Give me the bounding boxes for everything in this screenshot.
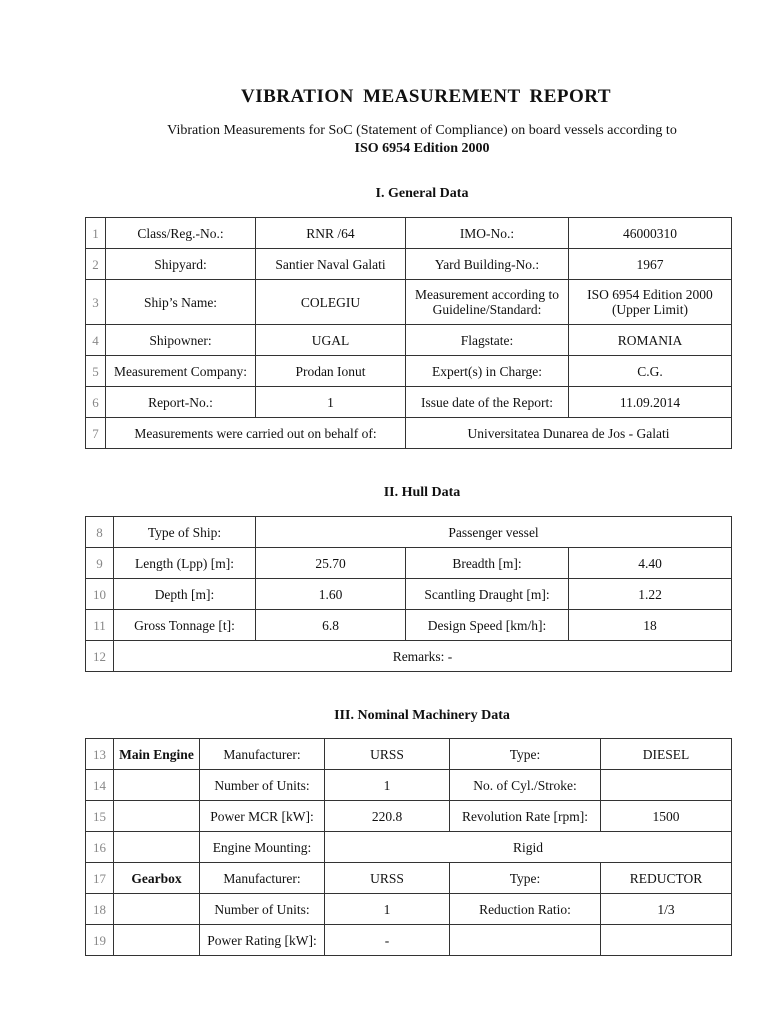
- field-value: 1.22: [569, 579, 732, 610]
- field-value: [601, 925, 732, 956]
- field-label: Scantling Draught [m]:: [406, 579, 569, 610]
- row-number: 3: [86, 280, 106, 325]
- table-row: [86, 517, 732, 548]
- field-value: 1.60: [256, 579, 406, 610]
- field-value: 1/3: [601, 894, 732, 925]
- table-row: [86, 280, 732, 325]
- field-label: Manufacturer:: [200, 739, 325, 770]
- field-value: 4.40: [569, 548, 732, 579]
- row-number: 12: [86, 641, 114, 672]
- field-label: Yard Building-No.:: [406, 249, 569, 280]
- row-number: 19: [86, 925, 114, 956]
- field-label: Engine Mounting:: [200, 832, 325, 863]
- field-label: Reduction Ratio:: [450, 894, 601, 925]
- field-value: ROMANIA: [569, 325, 732, 356]
- field-value: 6.8: [256, 610, 406, 641]
- field-label: Revolution Rate [rpm]:: [450, 801, 601, 832]
- group-label: [114, 925, 200, 956]
- field-label: Depth [m]:: [114, 579, 256, 610]
- row-number: 17: [86, 863, 114, 894]
- field-label: Gross Tonnage [t]:: [114, 610, 256, 641]
- field-label: Expert(s) in Charge:: [406, 356, 569, 387]
- row-number: 4: [86, 325, 106, 356]
- field-value: Santier Naval Galati: [256, 249, 406, 280]
- field-label: [450, 925, 601, 956]
- row-number: 6: [86, 387, 106, 418]
- hull-data-table: [85, 516, 732, 672]
- table-row: [86, 579, 732, 610]
- field-label: No. of Cyl./Stroke:: [450, 770, 601, 801]
- table-row: [86, 739, 732, 770]
- table-row: [86, 249, 732, 280]
- row-number: 18: [86, 894, 114, 925]
- report-subtitle: Vibration Measurements for SoC (Statement of Compliance) on board vessels according to: [167, 123, 677, 138]
- field-label: Issue date of the Report:: [406, 387, 569, 418]
- field-value: 25.70: [256, 548, 406, 579]
- table-row: [86, 548, 732, 579]
- field-value: DIESEL: [601, 739, 732, 770]
- table-row: [86, 925, 732, 956]
- field-value: URSS: [325, 863, 450, 894]
- group-label: [114, 894, 200, 925]
- row-number: 13: [86, 739, 114, 770]
- field-value: 46000310: [569, 218, 732, 249]
- field-value: 220.8: [325, 801, 450, 832]
- row-number: 9: [86, 548, 114, 579]
- table-row: [86, 418, 732, 449]
- field-value: 18: [569, 610, 732, 641]
- row-number: 11: [86, 610, 114, 641]
- table-row: [86, 801, 732, 832]
- field-value: COLEGIU: [256, 280, 406, 325]
- table-row: [86, 832, 732, 863]
- field-value: REDUCTOR: [601, 863, 732, 894]
- table-row: [86, 218, 732, 249]
- table-row: [86, 387, 732, 418]
- group-label: [114, 801, 200, 832]
- row-number: 1: [86, 218, 106, 249]
- field-value: 1967: [569, 249, 732, 280]
- field-value: 1: [325, 894, 450, 925]
- row-number: 7: [86, 418, 106, 449]
- general-data-table: [85, 217, 732, 449]
- field-value: 11.09.2014: [569, 387, 732, 418]
- group-label: Gearbox: [114, 863, 200, 894]
- field-label: Power MCR [kW]:: [200, 801, 325, 832]
- field-label: Measurement according to Guideline/Standard:: [406, 280, 569, 325]
- field-label: Breadth [m]:: [406, 548, 569, 579]
- field-label: Length (Lpp) [m]:: [114, 548, 256, 579]
- row-number: 16: [86, 832, 114, 863]
- row-number: 5: [86, 356, 106, 387]
- field-value: 1500: [601, 801, 732, 832]
- field-value: C.G.: [569, 356, 732, 387]
- field-label: Report-No.:: [106, 387, 256, 418]
- field-label: Number of Units:: [200, 894, 325, 925]
- report-standard: ISO 6954 Edition 2000: [354, 141, 490, 156]
- field-label: Power Rating [kW]:: [200, 925, 325, 956]
- field-label: Shipowner:: [106, 325, 256, 356]
- field-value: ISO 6954 Edition 2000 (Upper Limit): [569, 280, 732, 325]
- remarks: Remarks: -: [114, 641, 732, 672]
- row-number: 8: [86, 517, 114, 548]
- section-heading-general: I. General Data: [375, 186, 469, 201]
- field-label: Measurements were carried out on behalf of:: [106, 418, 406, 449]
- field-label: Type of Ship:: [114, 517, 256, 548]
- field-label: Type:: [450, 863, 601, 894]
- report-title: VIBRATION MEASUREMENT REPORT: [240, 86, 612, 107]
- field-value: [601, 770, 732, 801]
- field-label: Ship’s Name:: [106, 280, 256, 325]
- table-row: [86, 641, 732, 672]
- field-value: URSS: [325, 739, 450, 770]
- group-label: Main Engine: [114, 739, 200, 770]
- table-row: [86, 356, 732, 387]
- field-value: Prodan Ionut: [256, 356, 406, 387]
- field-label: Class/Reg.-No.:: [106, 218, 256, 249]
- field-value: Passenger vessel: [256, 517, 732, 548]
- group-label: [114, 832, 200, 863]
- field-value: Rigid: [325, 832, 732, 863]
- row-number: 15: [86, 801, 114, 832]
- field-value: Universitatea Dunarea de Jos - Galati: [406, 418, 732, 449]
- field-label: Design Speed [km/h]:: [406, 610, 569, 641]
- field-value: 1: [256, 387, 406, 418]
- table-row: [86, 894, 732, 925]
- table-row: [86, 770, 732, 801]
- row-number: 2: [86, 249, 106, 280]
- field-label: Shipyard:: [106, 249, 256, 280]
- field-label: Manufacturer:: [200, 863, 325, 894]
- table-row: [86, 325, 732, 356]
- field-value: UGAL: [256, 325, 406, 356]
- row-number: 10: [86, 579, 114, 610]
- machinery-data-table: [85, 738, 732, 956]
- table-row: [86, 863, 732, 894]
- row-number: 14: [86, 770, 114, 801]
- field-value: 1: [325, 770, 450, 801]
- field-value: -: [325, 925, 450, 956]
- section-heading-hull: II. Hull Data: [383, 485, 461, 500]
- field-label: Flagstate:: [406, 325, 569, 356]
- field-label: IMO-No.:: [406, 218, 569, 249]
- group-label: [114, 770, 200, 801]
- field-label: Type:: [450, 739, 601, 770]
- field-label: Measurement Company:: [106, 356, 256, 387]
- field-label: Number of Units:: [200, 770, 325, 801]
- table-row: [86, 610, 732, 641]
- section-heading-machinery: III. Nominal Machinery Data: [334, 708, 510, 723]
- field-value: RNR /64: [256, 218, 406, 249]
